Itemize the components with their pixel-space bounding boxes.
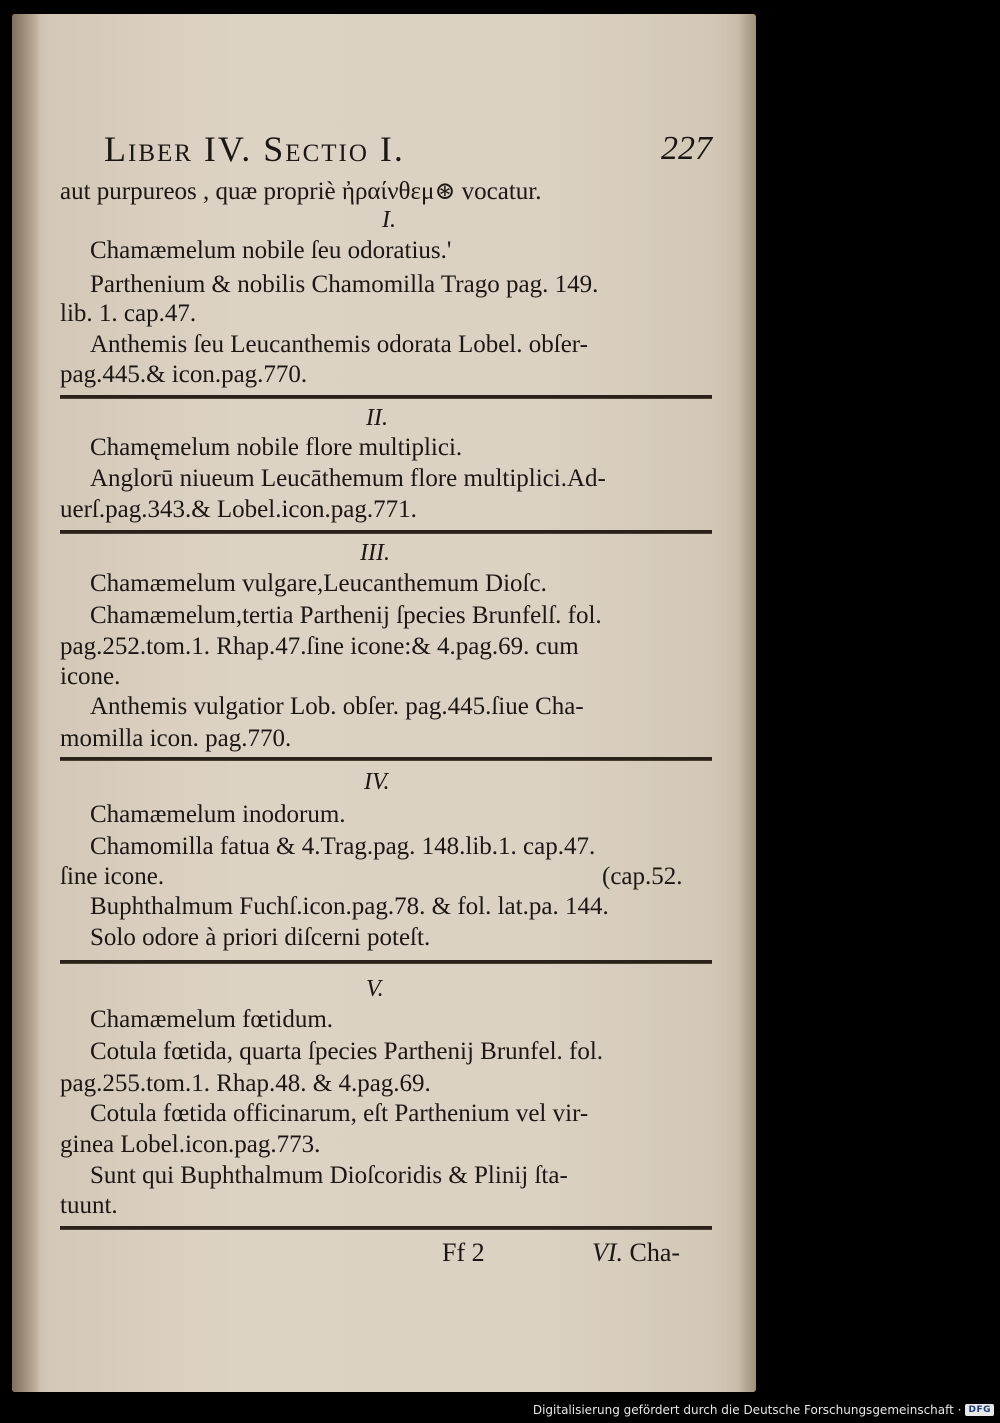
section-3-line-4: icone.	[60, 663, 121, 690]
digitization-notice	[533, 1403, 994, 1417]
section-3-line-3: pag.252.tom.1. Rhap.47.ſine icone:& 4.pag.69. cum	[60, 633, 579, 660]
catchword	[592, 1238, 680, 1268]
section-5-line-5: ginea Lobel.icon.pag.773.	[60, 1131, 321, 1158]
page-edge-shadow	[738, 14, 756, 1392]
dfg-logo-icon: DFG	[965, 1404, 994, 1416]
section-4-line-1: Chamæmelum inodorum.	[90, 801, 346, 828]
intro-line: aut purpureos , quæ propriè ἠραίνθεμ⊛ vocatur.	[60, 178, 542, 205]
section-2-line-1: Chamęmelum nobile flore multiplici.	[90, 434, 463, 461]
section-5-line-3: pag.255.tom.1. Rhap.48. & 4.pag.69.	[60, 1070, 431, 1097]
section-2-line-3: uerſ.pag.343.& Lobel.icon.pag.771.	[60, 496, 417, 523]
section-3-line-2: Chamæmelum,tertia Parthenij ſpecies Brunfelſ. fol.	[90, 602, 602, 629]
section-4-line-4: Buphthalmum Fuchſ.icon.pag.78. & fol. lat.pa. 144.	[90, 893, 609, 920]
running-title: Liber IV. Sectio I.	[104, 129, 405, 169]
section-rule-5	[60, 1226, 712, 1230]
section-3-line-1: Chamæmelum vulgare,Leucanthemum Dioſc.	[90, 570, 547, 597]
section-numeral-2: II.	[366, 405, 388, 431]
section-4-line-2: Chamomilla fatua & 4.Trag.pag. 148.lib.1. cap.47.	[90, 833, 596, 860]
section-1-line-1: Chamæmelum nobile ſeu odoratius.'	[90, 237, 452, 264]
section-2-line-2: Anglorū niueum Leucāthemum flore multiplici.Ad-	[90, 465, 606, 492]
section-rule-2	[60, 530, 712, 534]
section-numeral-3: III.	[360, 540, 390, 566]
section-numeral-4: IV.	[364, 769, 390, 795]
digitization-notice-text: Digitalisierung gefördert durch die Deutsche Forschungsgemeinschaft ·	[532, 1403, 962, 1417]
section-rule-3	[60, 757, 712, 761]
section-3-line-6: momilla icon. pag.770.	[60, 725, 292, 752]
section-1-line-2: Parthenium & nobilis Chamomilla Trago pag. 149.	[90, 271, 599, 298]
section-5-line-7: tuunt.	[60, 1192, 118, 1219]
section-rule-1	[60, 395, 712, 399]
catchword-numeral: VI.	[592, 1238, 624, 1267]
section-1-line-4: Anthemis ſeu Leucanthemis odorata Lobel. obſer-	[90, 331, 588, 358]
section-rule-4	[60, 960, 712, 964]
section-numeral-1: I.	[382, 207, 396, 233]
section-4-right-note: (cap.52.	[602, 863, 683, 890]
signature-mark: Ff 2	[442, 1238, 485, 1267]
section-3-line-5: Anthemis vulgatior Lob. obſer. pag.445.ſiue Cha-	[90, 693, 584, 720]
page-spine-shadow	[12, 14, 40, 1392]
page-number: 227	[661, 130, 712, 167]
section-1-line-3: lib. 1. cap.47.	[60, 300, 197, 327]
book-page	[12, 14, 756, 1392]
section-1-line-5: pag.445.& icon.pag.770.	[60, 361, 308, 388]
section-5-line-2: Cotula fœtida, quarta ſpecies Parthenij Brunfel. fol.	[90, 1038, 604, 1065]
catchword-text: Cha-	[623, 1238, 681, 1267]
page-header	[60, 128, 712, 174]
section-5-line-6: Sunt qui Buphthalmum Dioſcoridis & Plinij ſta-	[90, 1162, 568, 1189]
section-4-line-5: Solo odore à priori diſcerni poteſt.	[90, 924, 431, 951]
section-5-line-4: Cotula fœtida officinarum, eſt Parthenium vel vir-	[90, 1100, 589, 1127]
section-5-line-1: Chamæmelum fœtidum.	[90, 1006, 334, 1033]
section-numeral-5: V.	[366, 976, 384, 1002]
section-4-line-3: ſine icone.	[60, 863, 165, 890]
